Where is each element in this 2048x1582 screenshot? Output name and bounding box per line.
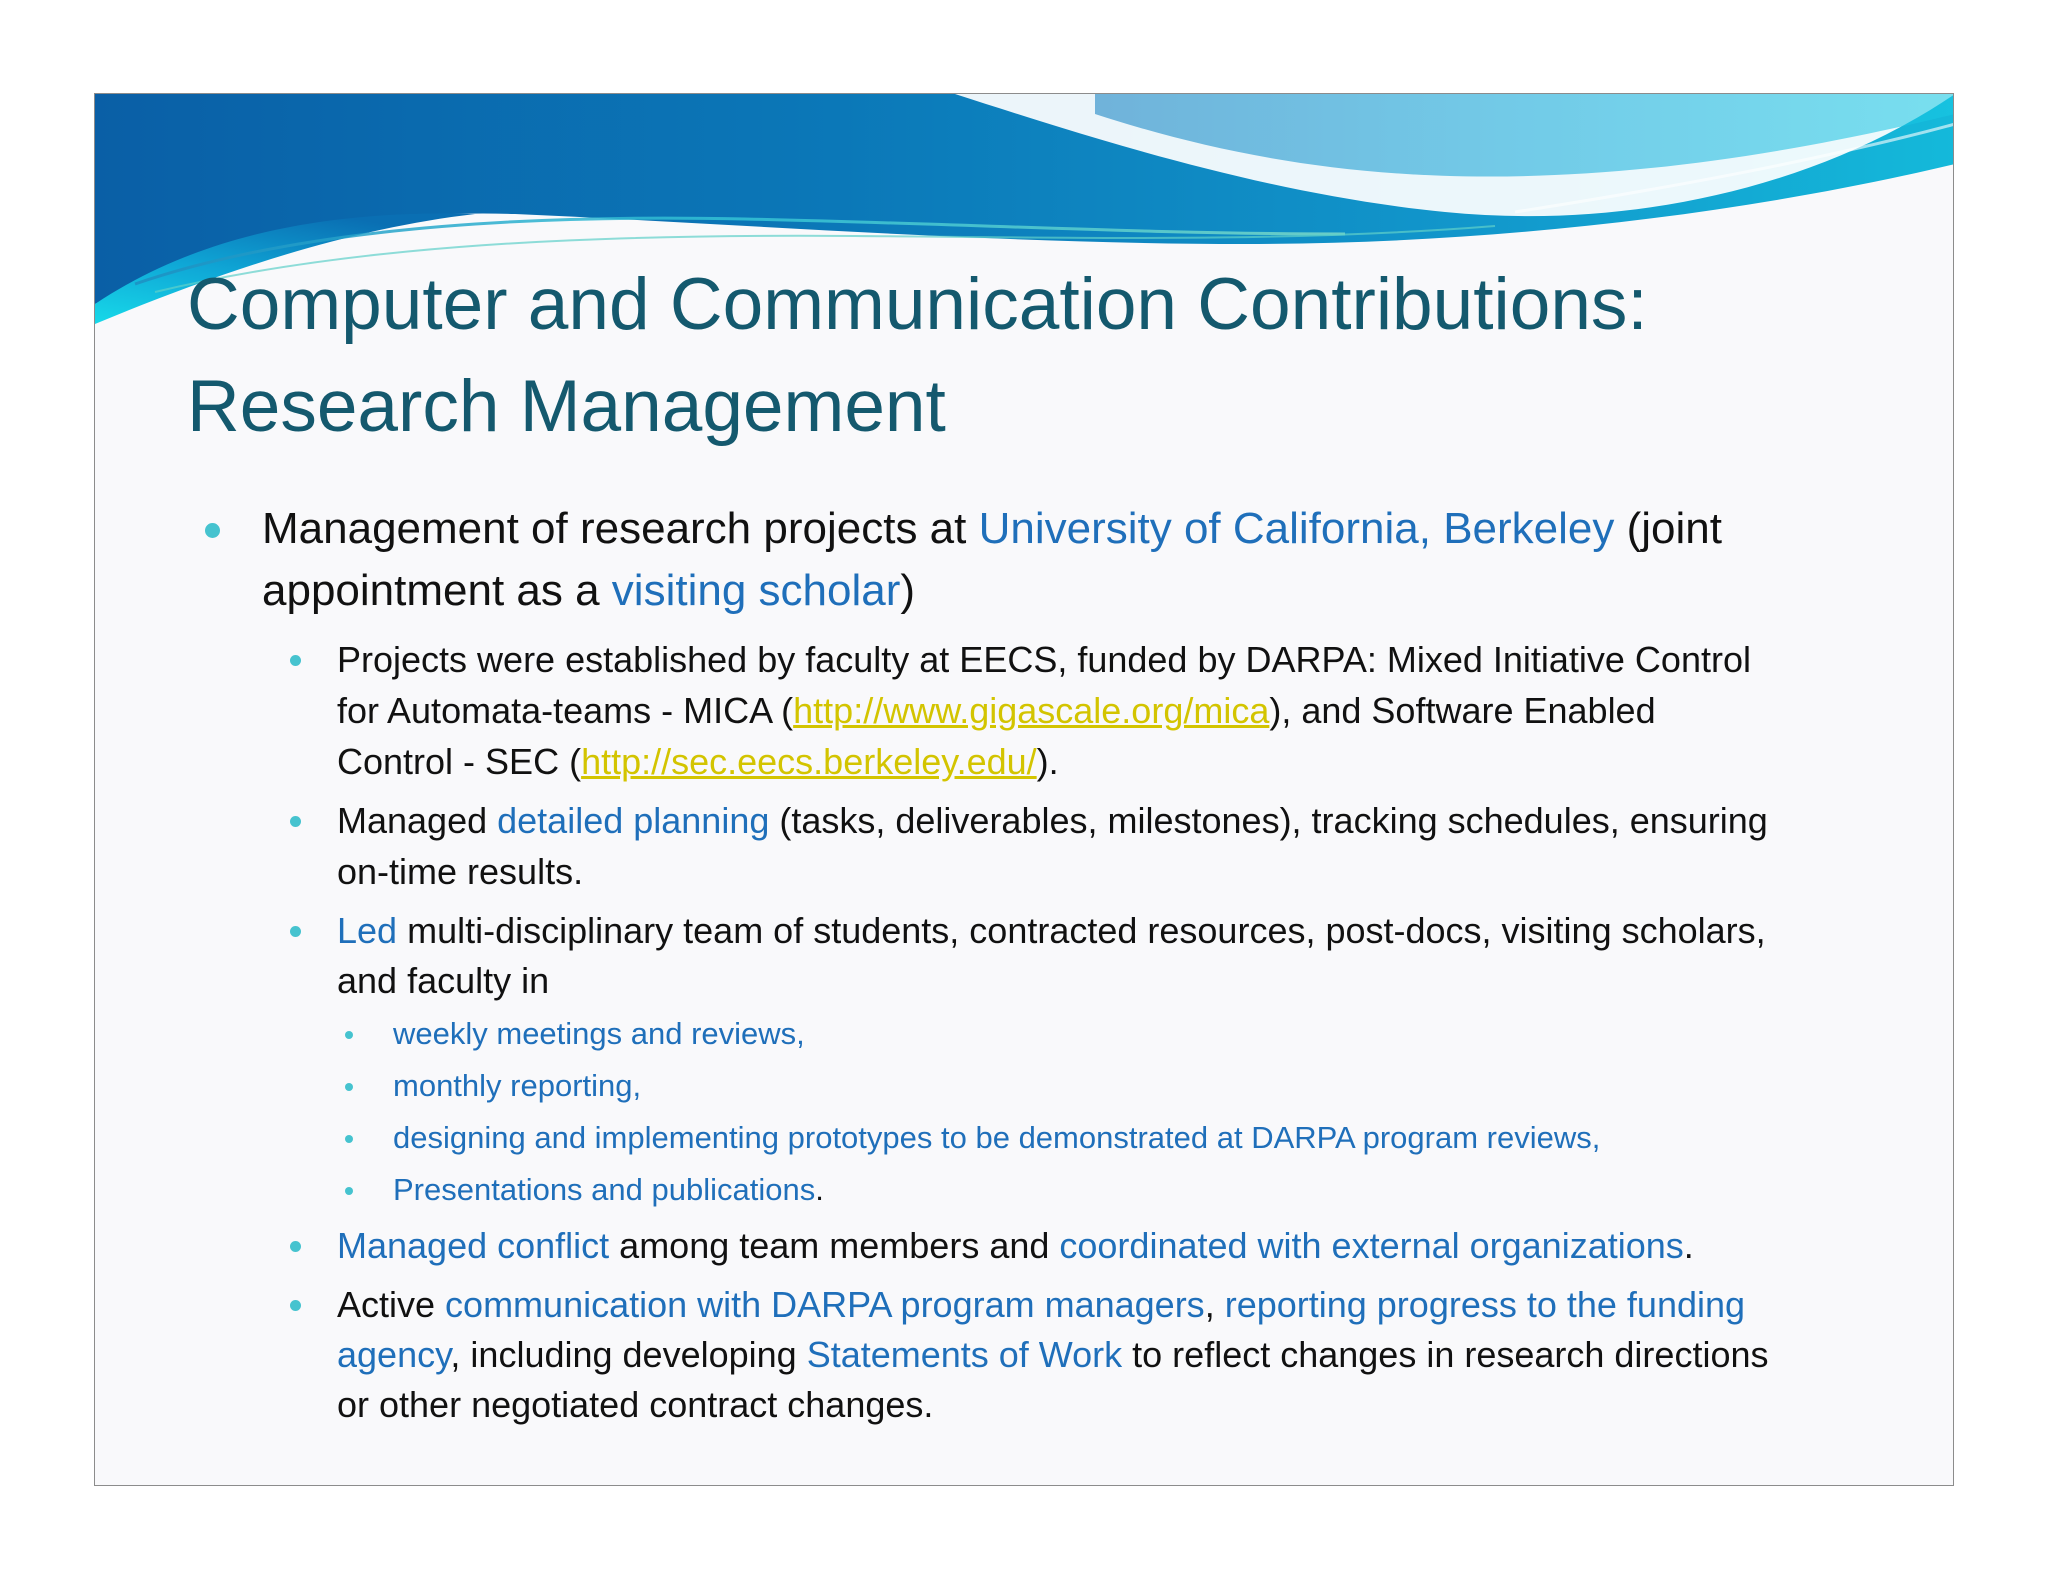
bullet-text: Projects were established by faculty at EECS, funded by DARPA: Mixed Initiative Control xyxy=(337,639,1751,680)
bullet-text-part: ) xyxy=(900,566,916,615)
bullet-text xyxy=(262,566,915,616)
bullet-text-part: Management of research projects at xyxy=(262,504,979,553)
highlight-agency: agency xyxy=(337,1334,451,1375)
highlight-communication: communication with DARPA program managers xyxy=(445,1284,1205,1325)
bullet-text-part: . xyxy=(1683,1225,1694,1266)
bullet-icon xyxy=(290,1300,301,1311)
highlight-reporting-progress: reporting progress to the funding xyxy=(1224,1284,1746,1325)
bullet-text xyxy=(337,1334,1769,1376)
sub-item-weekly-meetings: weekly meetings and reviews, xyxy=(393,1016,805,1051)
bullet-icon xyxy=(345,1187,353,1195)
bullet-icon xyxy=(345,1083,353,1091)
link-mica[interactable]: http://www.gigascale.org/mica xyxy=(793,690,1270,731)
highlight-statements-of-work: Statements of Work xyxy=(806,1334,1123,1375)
bullet-list xyxy=(95,94,1954,1486)
bullet-text-part: for Automata-teams - MICA ( xyxy=(337,690,794,731)
bullet-text-part: , xyxy=(1204,1284,1225,1325)
bullet-text-part: appointment as a xyxy=(262,566,612,615)
highlight-coordinated: coordinated with external organizations xyxy=(1059,1225,1684,1266)
title-line-1: Computer and Communication Contributions: xyxy=(187,264,1648,345)
bullet-text-part: (tasks, deliverables, milestones), tracking schedules, ensuring xyxy=(769,800,1768,841)
bullet-text xyxy=(262,504,1722,554)
bullet-icon xyxy=(290,655,301,666)
bullet-text-part: ), and Software Enabled xyxy=(1269,690,1656,731)
highlight-university: University of California, Berkeley xyxy=(978,504,1615,553)
bullet-text-part: multi-disciplinary team of students, contracted resources, post-docs, visiting scholars, xyxy=(397,910,1766,951)
bullet-icon xyxy=(290,926,301,937)
bullet-text-part: among team members and xyxy=(609,1225,1060,1266)
bullet-text xyxy=(337,690,1656,732)
sub-item-monthly-reporting: monthly reporting, xyxy=(393,1068,642,1103)
bullet-text-part: ). xyxy=(1036,741,1059,782)
bullet-icon xyxy=(345,1135,353,1143)
bullet-text-part: , including developing xyxy=(450,1334,807,1375)
bullet-text: on-time results. xyxy=(337,851,584,892)
bullet-icon xyxy=(290,1241,301,1252)
link-sec[interactable]: http://sec.eecs.berkeley.edu/ xyxy=(581,741,1037,782)
highlight-visiting-scholar: visiting scholar xyxy=(611,566,901,615)
bullet-text-part: Active xyxy=(337,1284,446,1325)
bullet-text-part: . xyxy=(815,1172,824,1207)
bullet-text-part: to reflect changes in research directions xyxy=(1122,1334,1769,1375)
bullet-icon xyxy=(290,816,301,827)
bullet-text-part: Presentations and publications xyxy=(393,1172,816,1207)
bullet-text xyxy=(337,741,1059,783)
bullet-text-part: (joint xyxy=(1614,504,1722,553)
title-line-2: Research Management xyxy=(187,366,946,447)
sub-item-presentations xyxy=(393,1172,824,1208)
bullet-text-part: Control - SEC ( xyxy=(337,741,582,782)
bullet-text xyxy=(337,800,1768,842)
highlight-managed-conflict: Managed conflict xyxy=(337,1225,610,1266)
bullet-text xyxy=(337,1225,1694,1267)
bullet-icon xyxy=(205,523,220,538)
bullet-text: or other negotiated contract changes. xyxy=(337,1384,934,1425)
bullet-icon xyxy=(345,1031,353,1039)
highlight-led: Led xyxy=(337,910,398,951)
slide xyxy=(94,93,1954,1486)
highlight-detailed-planning: detailed planning xyxy=(497,800,770,841)
bullet-text: and faculty in xyxy=(337,960,550,1001)
bullet-text xyxy=(337,910,1766,952)
bullet-text xyxy=(337,1284,1745,1326)
bullet-text-part: Managed xyxy=(337,800,498,841)
sub-item-prototypes: designing and implementing prototypes to be demonstrated at DARPA program reviews, xyxy=(393,1120,1601,1155)
